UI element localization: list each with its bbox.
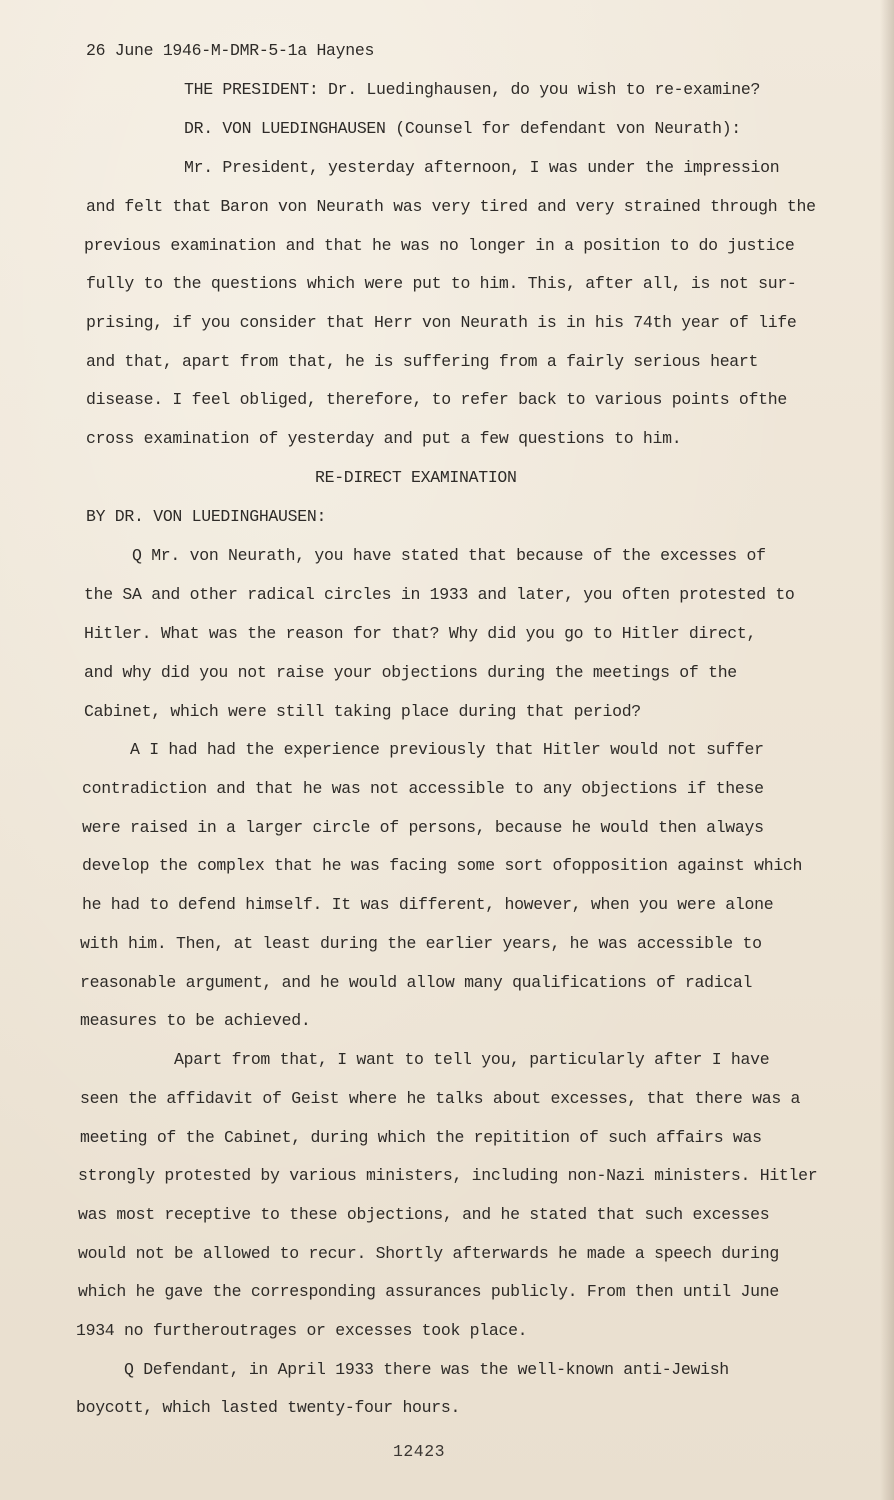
text-line-7: prising, if you consider that Herr von Neurath is in his 74th year of life bbox=[86, 313, 797, 332]
text-line-22: he had to defend himself. It was different, however, when you were alone bbox=[82, 895, 774, 914]
text-line-2: DR. VON LUEDINGHAUSEN (Counsel for defendant von Neurath): bbox=[184, 119, 741, 138]
text-line-21: develop the complex that he was facing some sort ofopposition against which bbox=[82, 856, 803, 875]
text-line-6: fully to the questions which were put to him. This, after all, is not sur- bbox=[86, 274, 797, 293]
text-line-16: and why did you not raise your objections during the meetings of the bbox=[84, 663, 737, 682]
page-number: 12423 bbox=[393, 1442, 446, 1461]
text-line-5: previous examination and that he was no longer in a position to do justice bbox=[84, 236, 795, 255]
text-line-24: reasonable argument, and he would allow many qualifications of radical bbox=[80, 973, 753, 992]
text-line-28: meeting of the Cabinet, during which the repitition of such affairs was bbox=[80, 1128, 762, 1147]
text-line-33: 1934 no furtheroutrages or excesses took place. bbox=[76, 1321, 528, 1340]
text-line-25: measures to be achieved. bbox=[80, 1011, 311, 1030]
text-line-17: Cabinet, which were still taking place during that period? bbox=[84, 702, 641, 721]
text-line-20: were raised in a larger circle of persons, because he would then always bbox=[82, 818, 764, 837]
text-line-31: would not be allowed to recur. Shortly afterwards he made a speech during bbox=[78, 1244, 779, 1263]
text-line-27: seen the affidavit of Geist where he talks about excesses, that there was a bbox=[80, 1089, 801, 1108]
text-line-8: and that, apart from that, he is suffering from a fairly serious heart bbox=[86, 352, 759, 371]
text-line-14: the SA and other radical circles in 1933 and later, you often protested to bbox=[84, 585, 795, 604]
text-line-18: A I had had the experience previously that Hitler would not suffer bbox=[130, 740, 764, 759]
text-line-9: disease. I feel obliged, therefore, to refer back to various points ofthe bbox=[86, 390, 787, 409]
text-line-10: cross examination of yesterday and put a few questions to him. bbox=[86, 429, 682, 448]
text-line-23: with him. Then, at least during the earlier years, he was accessible to bbox=[80, 934, 762, 953]
text-line-3: Mr. President, yesterday afternoon, I was under the impression bbox=[184, 158, 780, 177]
text-line-32: which he gave the corresponding assurances publicly. From then until June bbox=[78, 1282, 779, 1301]
text-line-1: THE PRESIDENT: Dr. Luedinghausen, do you wish to re-examine? bbox=[184, 80, 761, 99]
text-line-26: Apart from that, I want to tell you, particularly after I have bbox=[174, 1050, 770, 1069]
text-line-30: was most receptive to these objections, and he stated that such excesses bbox=[78, 1205, 770, 1224]
examiner-line: BY DR. VON LUEDINGHAUSEN: bbox=[86, 507, 327, 526]
document-header-reference: 26 June 1946-M-DMR-5-1a Haynes bbox=[86, 41, 375, 60]
text-line-15: Hitler. What was the reason for that? Why did you go to Hitler direct, bbox=[84, 624, 757, 643]
text-line-34: Q Defendant, in April 1933 there was the well-known anti-Jewish bbox=[124, 1360, 729, 1379]
section-heading: RE-DIRECT EXAMINATION bbox=[315, 468, 517, 487]
text-line-29: strongly protested by various ministers, including non-Nazi ministers. Hitler bbox=[78, 1166, 818, 1185]
text-line-35: boycott, which lasted twenty-four hours. bbox=[76, 1398, 461, 1417]
text-line-4: and felt that Baron von Neurath was very tired and very strained through the bbox=[86, 197, 816, 216]
page-edge-shadow bbox=[880, 0, 894, 1500]
text-line-19: contradiction and that he was not accessible to any objections if these bbox=[82, 779, 764, 798]
text-line-13: Q Mr. von Neurath, you have stated that because of the excesses of bbox=[132, 546, 766, 565]
